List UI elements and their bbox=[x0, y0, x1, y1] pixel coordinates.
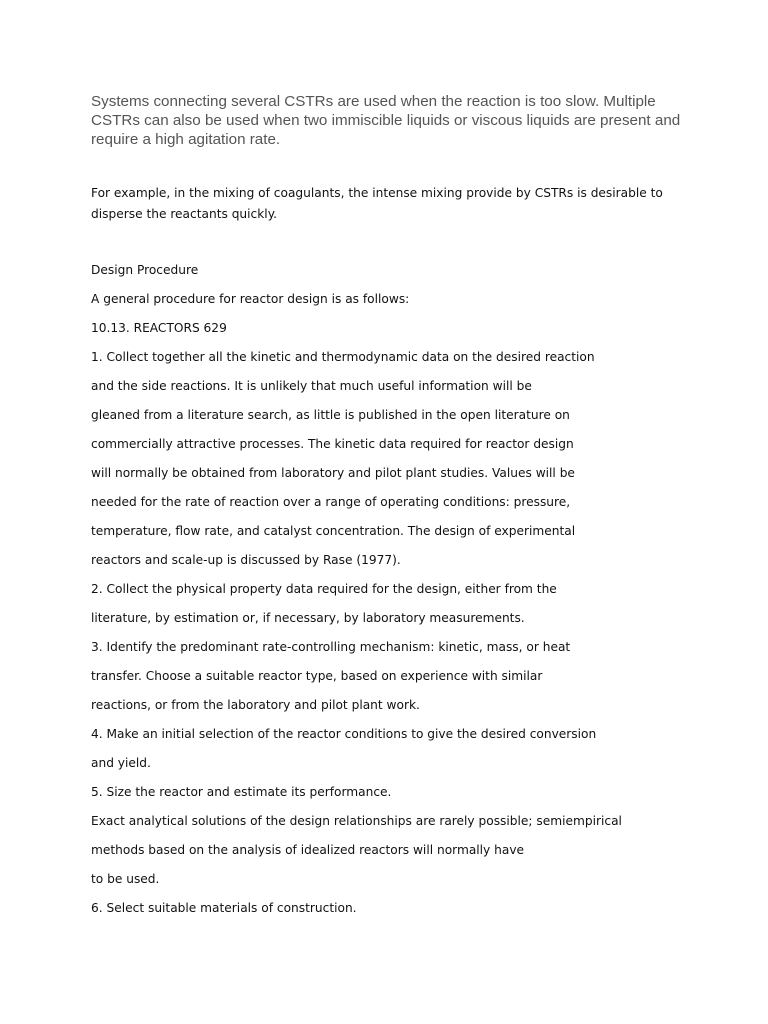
text-line: literature, by estimation or, if necessary, by laboratory measurements. bbox=[91, 611, 525, 625]
text-line: reactors and scale-up is discussed by Rase (1977). bbox=[91, 553, 401, 567]
text-line: 3. Identify the predominant rate-controlling mechanism: kinetic, mass, or heat bbox=[91, 640, 571, 654]
example-paragraph: For example, in the mixing of coagulants, the intense mixing provide by CSTRs is desirable to disperse the reactants quickly. bbox=[91, 186, 663, 221]
text-line: transfer. Choose a suitable reactor type, based on experience with similar bbox=[91, 669, 543, 683]
text-line: A general procedure for reactor design is as follows: bbox=[91, 292, 410, 306]
text-line: 6. Select suitable materials of construction. bbox=[91, 901, 357, 915]
text-line: 4. Make an initial selection of the reactor conditions to give the desired conversion bbox=[91, 727, 597, 741]
text-line: commercially attractive processes. The kinetic data required for reactor design bbox=[91, 437, 574, 451]
section-heading-design-procedure: Design Procedure bbox=[91, 263, 199, 277]
text-line: gleaned from a literature search, as little is published in the open literature on bbox=[91, 408, 570, 422]
text-line: 1. Collect together all the kinetic and thermodynamic data on the desired reaction bbox=[91, 350, 595, 364]
text-line: 2. Collect the physical property data required for the design, either from the bbox=[91, 582, 557, 596]
text-line: and yield. bbox=[91, 756, 151, 770]
design-procedure-text bbox=[91, 258, 731, 925]
text-line: and the side reactions. It is unlikely that much useful information will be bbox=[91, 379, 532, 393]
text-line: Exact analytical solutions of the design relationships are rarely possible; semiempirical bbox=[91, 814, 622, 828]
text-line: methods based on the analysis of idealized reactors will normally have bbox=[91, 843, 525, 857]
text-line: needed for the rate of reaction over a range of operating conditions: pressure, bbox=[91, 495, 571, 509]
text-line: 5. Size the reactor and estimate its performance. bbox=[91, 785, 392, 799]
text-line: reactions, or from the laboratory and pilot plant work. bbox=[91, 698, 420, 712]
text-line: will normally be obtained from laboratory and pilot plant studies. Values will be bbox=[91, 466, 575, 480]
text-line: to be used. bbox=[91, 872, 160, 886]
text-line: temperature, flow rate, and catalyst concentration. The design of experimental bbox=[91, 524, 576, 538]
intro-paragraph: Systems connecting several CSTRs are used when the reaction is too slow. Multiple CSTRs can also be used when two immiscible liquids or viscous liquids are present and require a high agitation rate. bbox=[91, 93, 681, 148]
page-header-reference: 10.13. REACTORS 629 bbox=[91, 321, 227, 335]
